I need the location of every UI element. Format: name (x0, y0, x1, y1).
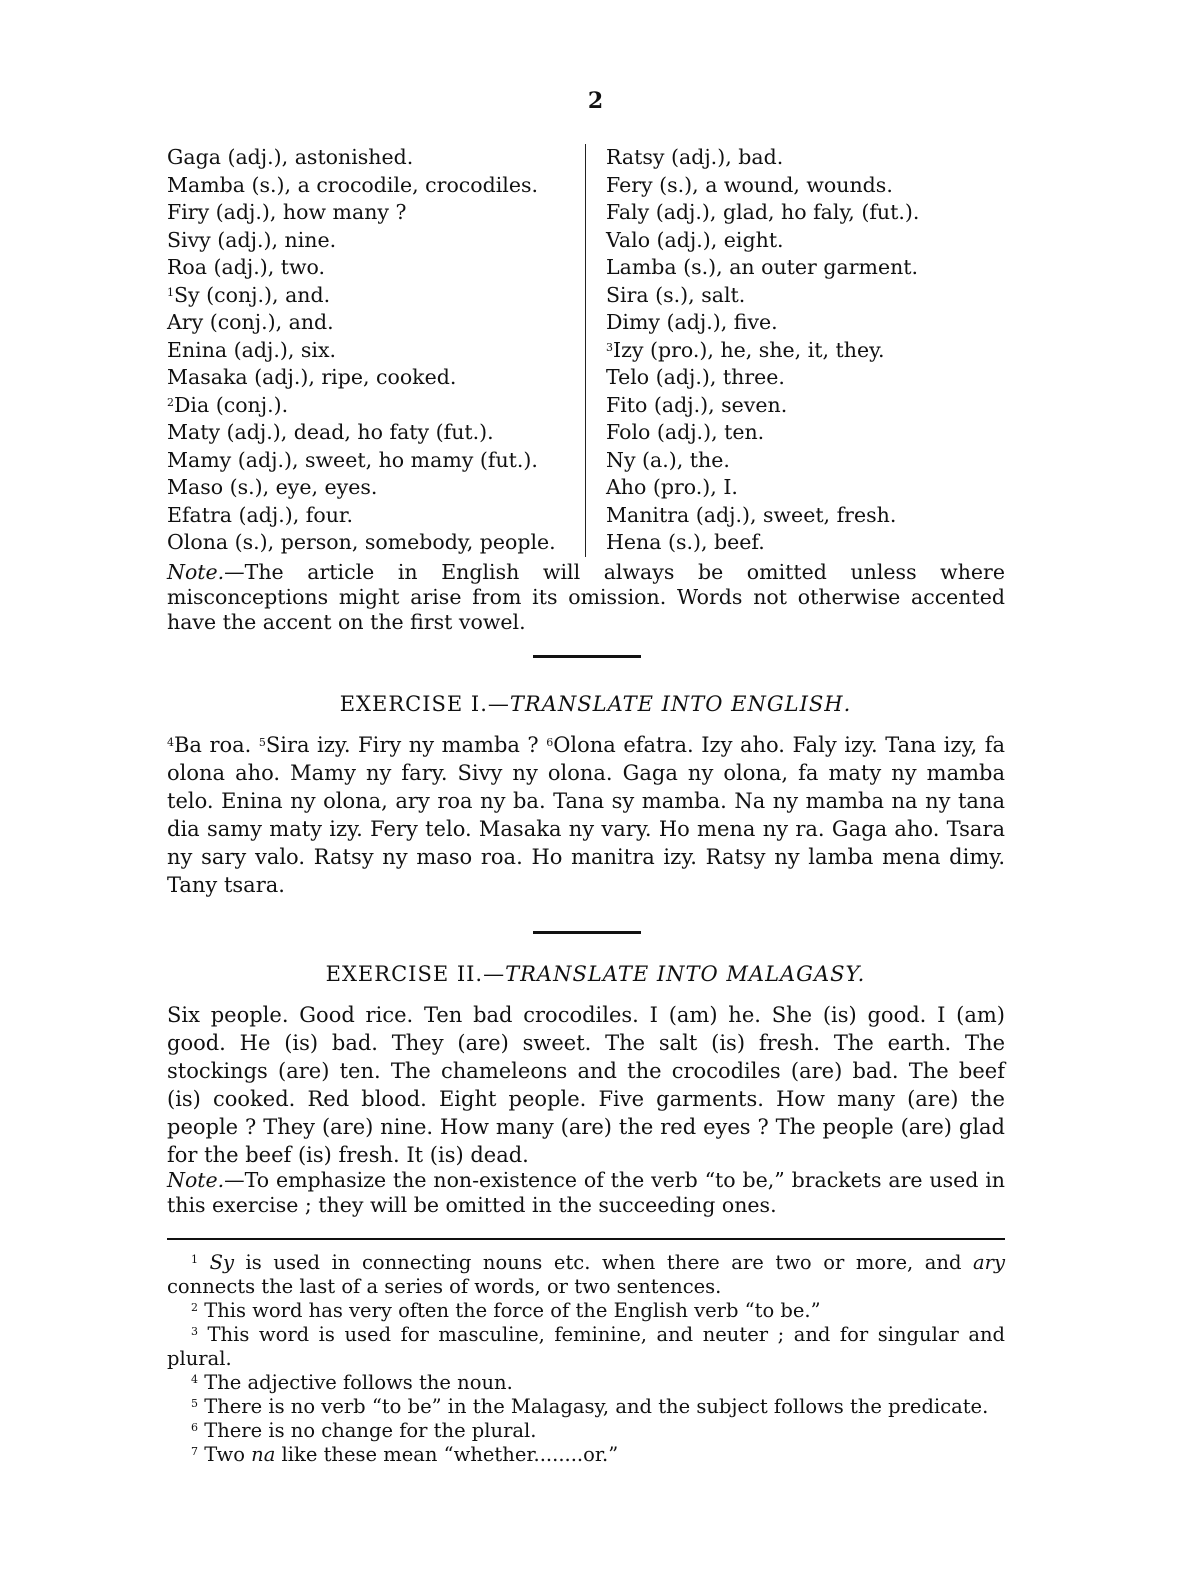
vocabulary-list (167, 144, 1005, 557)
exercise-2-heading: EXERCISE II.—TRANSLATE INTO MALAGASY. (325, 962, 866, 986)
vocab-entry: Olona (s.), person, somebody, people. (167, 530, 556, 554)
section-divider (533, 655, 641, 658)
exercise-1-text: $^4$Ba roa. $^5$Sira izy. Firy ny mamba ? $^6$Olona efatra. Izy aho. Faly izy. Tana izy, fa olona aho. Mamy ny fary. Sivy ny olona. Gaga ny olona, fa maty ny mamba telo. Enina ny olona, ary roa ny ba. Tana sy mamba. Na ny mamba na ny tana dia samy maty izy. Fery telo. Masaka ny vary. Ho mena ny ra. Gaga aho. Tsara ny sary valo. Ratsy ny maso roa. Ho manitra izy. Ratsy ny lamba mena dimy. Tany tsara. (167, 733, 1005, 897)
page-number: 2 (587, 88, 604, 114)
footnote: $^2$ This word has very often the force of the English verb “to be.” (191, 1299, 821, 1322)
exercise-1-heading: EXERCISE I.—TRANSLATE INTO ENGLISH. (339, 692, 852, 716)
footnotes (167, 1251, 1005, 1467)
vocab-entry: Fery (s.), a wound, wounds. (606, 172, 893, 197)
vocab-entry: $^3$Izy (pro.), he, she, it, they. (606, 337, 885, 362)
vocab-entry: Valo (adj.), eight. (606, 227, 784, 252)
vocab-entry: $^1$Sy (conj.), and. (167, 282, 331, 307)
vocabulary-note: Note.—The article in English will always be omitted unless where misconceptions might arise from its omission. Words not otherwise accented have the accent on the first vowel. (167, 560, 1005, 634)
vocabulary-column-right (585, 144, 919, 557)
vocab-entry: Masaka (adj.), ripe, cooked. (167, 365, 457, 389)
vocab-entry: Maty (adj.), dead, ho faty (fut.). (167, 420, 494, 444)
vocab-entry: Sivy (adj.), nine. (167, 227, 337, 252)
footnote: $^7$ Two na like these mean “whether........or.” (191, 1443, 619, 1466)
vocab-entry: Enina (adj.), six. (167, 337, 337, 362)
footnote-divider (167, 1238, 1005, 1240)
footnote: $^5$ There is no verb “to be” in the Malagasy, and the subject follows the predicate. (191, 1395, 989, 1418)
vocab-entry: Aho (pro.), I. (606, 475, 738, 499)
vocab-entry: Telo (adj.), three. (606, 365, 785, 389)
vocab-entry: Maso (s.), eye, eyes. (167, 475, 378, 499)
exercise-note: Note.—To emphasize the non-existence of the verb “to be,” brackets are used in this exercise ; they will be omitted in the succeeding ones. (167, 1168, 1005, 1217)
vocab-entry: Mamy (adj.), sweet, ho mamy (fut.). (167, 447, 538, 472)
vocab-entry: Dimy (adj.), five. (606, 310, 778, 334)
vocab-entry: Lamba (s.), an outer garment. (606, 255, 919, 279)
exercise-2-text: Six people. Good rice. Ten bad crocodiles. I (am) he. She (is) good. I (am) good. He (is) bad. They (are) sweet. The salt (is) fresh. The earth. The stockings (are) ten. The chameleons and the crocodiles (are) bad. The beef (is) cooked. Red blood. Eight people. Five garments. How many (are) the people ? They (are) nine. How many (are) the red eyes ? The people (are) glad for the beef (is) fresh. It (is) dead. (167, 1003, 1005, 1167)
vocab-entry: Firy (adj.), how many ? (167, 200, 407, 224)
footnote: $^3$ This word is used for masculine, feminine, and neuter ; and for singular and plural. (167, 1323, 1005, 1370)
section-divider (533, 931, 641, 934)
vocab-entry: Fito (adj.), seven. (606, 392, 788, 417)
vocab-entry: Hena (s.), beef. (606, 530, 765, 554)
vocab-entry: Faly (adj.), glad, ho faly, (fut.). (606, 200, 920, 224)
vocab-entry: Sira (s.), salt. (606, 282, 746, 307)
vocab-entry: Efatra (adj.), four. (167, 502, 353, 527)
vocab-entry: Ary (conj.), and. (167, 310, 334, 334)
footnote: $^4$ The adjective follows the noun. (191, 1371, 513, 1394)
vocab-entry: Mamba (s.), a crocodile, crocodiles. (167, 172, 539, 197)
vocab-entry: Manitra (adj.), sweet, fresh. (606, 502, 897, 527)
vocab-entry: Gaga (adj.), astonished. (167, 145, 414, 169)
vocab-entry: Roa (adj.), two. (167, 255, 326, 279)
vocab-entry: $^2$Dia (conj.). (167, 392, 289, 417)
vocab-entry: Ny (a.), the. (606, 447, 730, 472)
vocab-entry: Ratsy (adj.), bad. (606, 145, 784, 169)
footnote: $^6$ There is no change for the plural. (191, 1419, 537, 1442)
vocab-entry: Folo (adj.), ten. (606, 420, 765, 444)
footnote: $^1$ Sy is used in connecting nouns etc. when there are two or more, and ary connects the last of a series of words, or two sentences. (167, 1251, 1005, 1298)
vocabulary-column-left (167, 144, 577, 557)
